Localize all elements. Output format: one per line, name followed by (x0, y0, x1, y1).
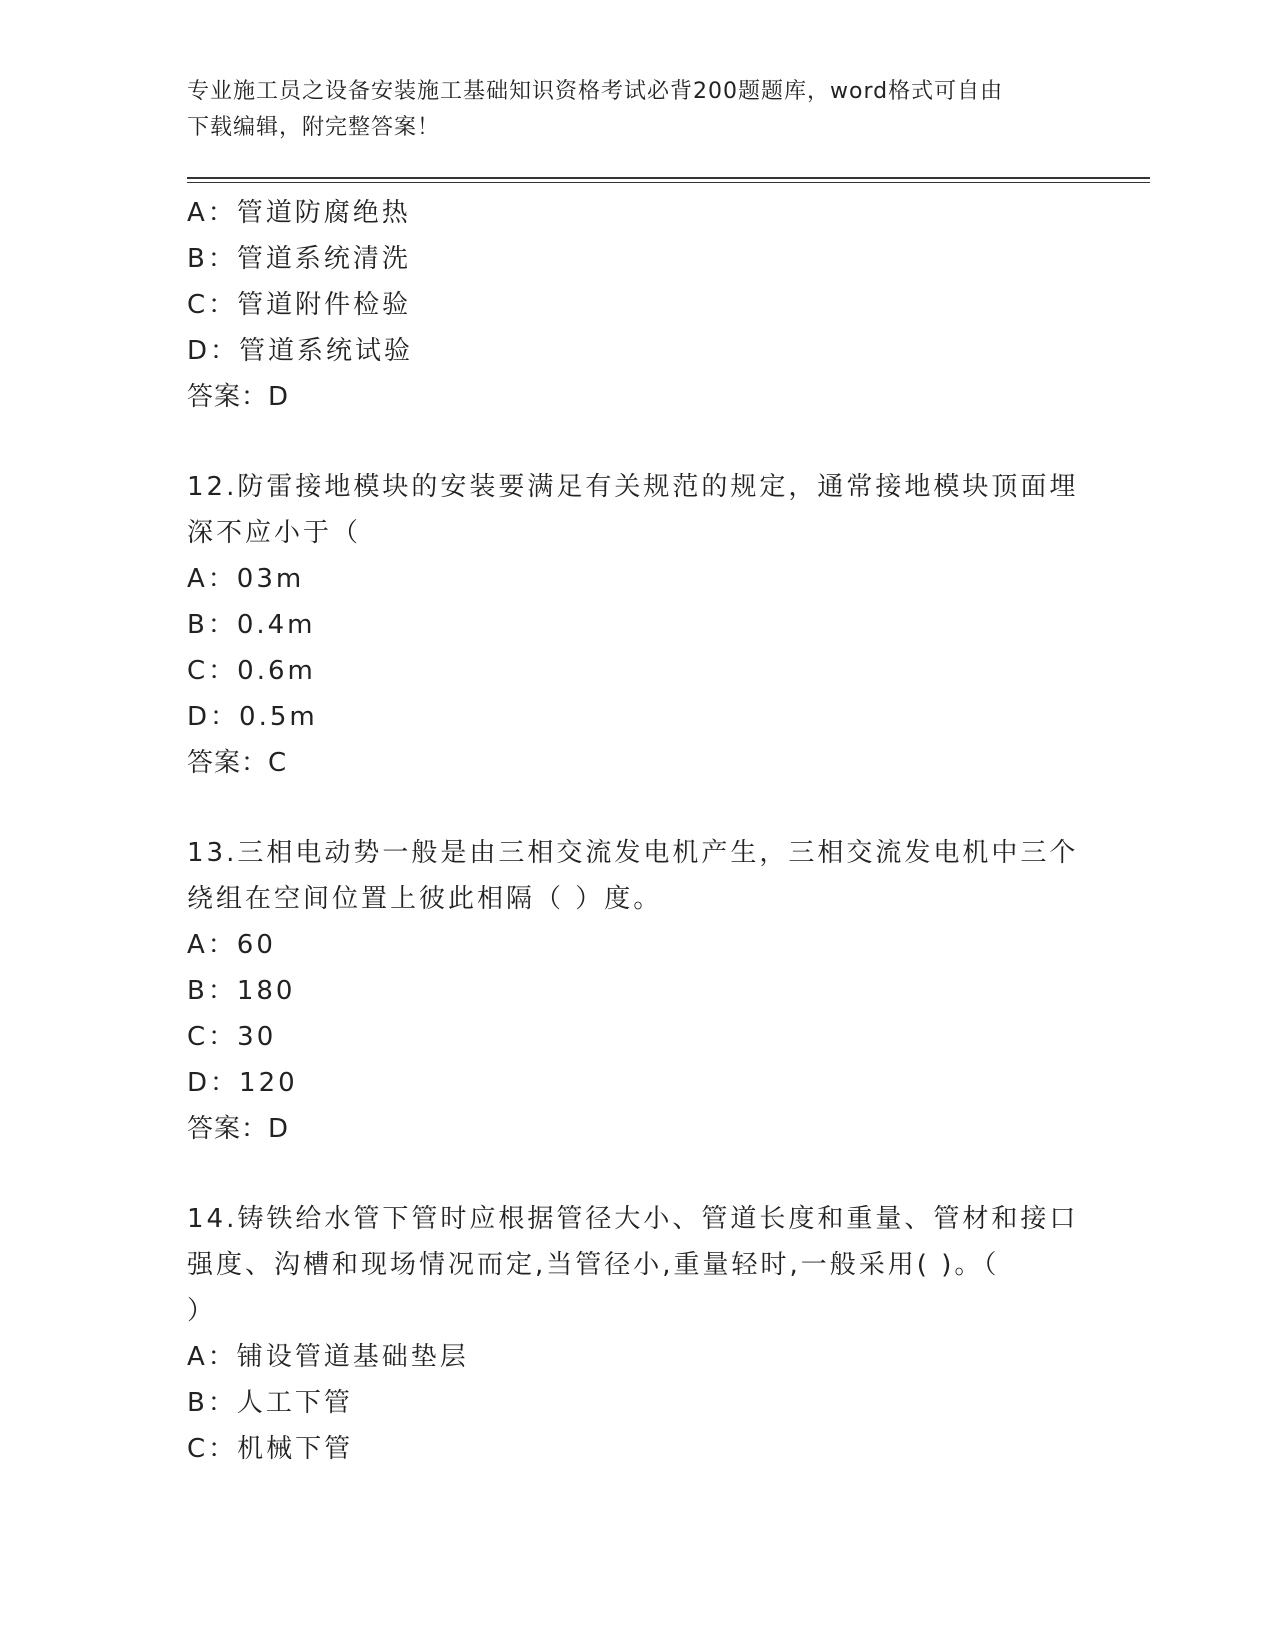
question-11 (187, 190, 1087, 420)
header-line-2: 下载编辑，附完整答案！ (187, 115, 441, 140)
option-a: A：60 (187, 930, 276, 960)
question-12 (187, 464, 1087, 786)
option-b: B：180 (187, 976, 296, 1006)
answer-label: 答案：D (187, 382, 290, 412)
document-header (187, 74, 1087, 146)
question-stem-line-1: 14.铸铁给水管下管时应根据管径大小、管道长度和重量、管材和接口 (187, 1204, 1079, 1234)
option-d: D：120 (187, 1068, 298, 1098)
question-14 (187, 1196, 1087, 1472)
option-a: A：管道防腐绝热 (187, 198, 411, 228)
question-stem-line-2: 深不应小于（ (187, 518, 362, 548)
question-stem-line-1: 13.三相电动势一般是由三相交流发电机产生，三相交流发电机中三个 (187, 838, 1079, 868)
question-stem-line-3: ） (187, 1296, 217, 1326)
option-d: D：0.5m (187, 702, 318, 732)
option-b: B：人工下管 (187, 1388, 353, 1418)
question-stem-line-2: 强度、沟槽和现场情况而定,当管径小,重量轻时,一般采用( )。（ (187, 1250, 1000, 1280)
option-c: C：管道附件检验 (187, 290, 412, 320)
option-b: B：管道系统清洗 (187, 244, 411, 274)
question-13 (187, 830, 1087, 1152)
header-line-1: 专业施工员之设备安装施工基础知识资格考试必背200题题库，word格式可自由 (187, 79, 1004, 104)
option-c: C：30 (187, 1022, 277, 1052)
option-d: D：管道系统试验 (187, 336, 414, 366)
question-stem-line-2: 绕组在空间位置上彼此相隔（ ）度。 (187, 884, 663, 914)
header-divider-thin (187, 182, 1150, 183)
question-stem-line-1: 12.防雷接地模块的安装要满足有关规范的规定，通常接地模块顶面埋 (187, 472, 1079, 502)
option-c: C：0.6m (187, 656, 316, 686)
question-list (187, 190, 1087, 1472)
answer-label: 答案：D (187, 1114, 290, 1144)
option-a: A：铺设管道基础垫层 (187, 1342, 469, 1372)
option-a: A：03m (187, 564, 305, 594)
option-c: C：机械下管 (187, 1434, 354, 1464)
answer-label: 答案：C (187, 748, 288, 778)
header-divider-thick (187, 177, 1150, 179)
option-b: B：0.4m (187, 610, 316, 640)
